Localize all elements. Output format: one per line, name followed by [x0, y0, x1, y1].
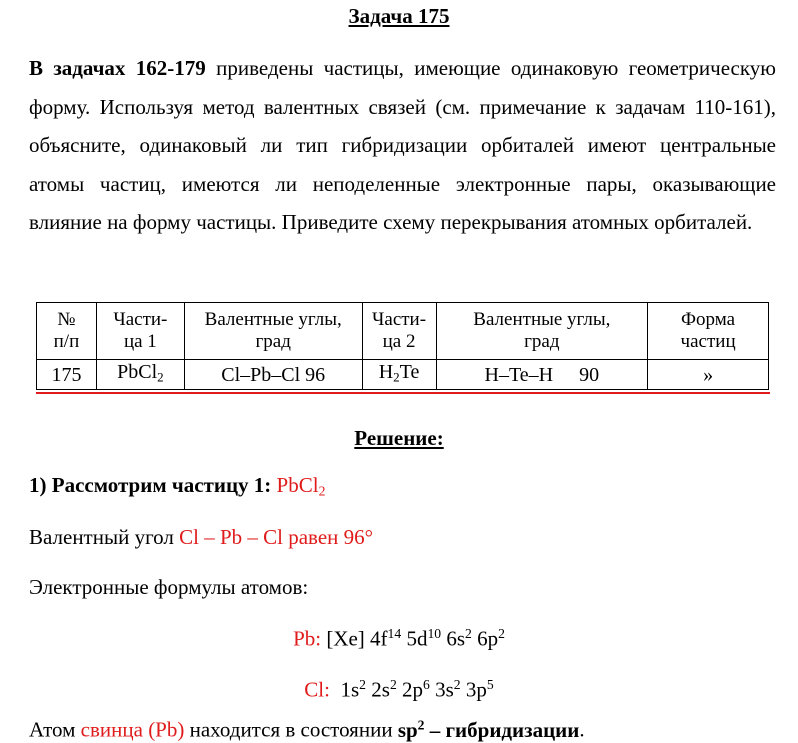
cell-form: »	[648, 360, 769, 390]
cl-formula: Cl: $1s^2$ $2s^2$ $2p^6$ $3s^2$ $3p^5$	[304, 677, 494, 702]
data-table	[36, 302, 769, 390]
pb-formula: Pb: [Xe] $4f^{14}$ $5d^{10}$ $6s^2$ $6p^2$	[293, 626, 505, 651]
problem-statement	[29, 49, 776, 242]
solution-title: Решение:	[354, 426, 444, 450]
header-form: Форма частиц	[648, 303, 769, 360]
formulas-title: Электронные формулы атомов:	[29, 575, 309, 599]
cell-angle-2: H–Te–H 90	[436, 360, 648, 390]
header-particle-2: Части- ца 2	[362, 303, 436, 360]
header-particle-1: Части- ца 1	[96, 303, 184, 360]
problem-lead: В задачах 162-179	[29, 56, 206, 80]
header-angle-1: Валентные углы, град	[184, 303, 362, 360]
hybridization-line: Атом свинца (Pb) находится в состоянии $sp^2$ – гибридизации.	[29, 717, 585, 742]
red-underline	[36, 392, 770, 394]
header-angle-2: Валентные углы, град	[436, 303, 648, 360]
step-1-particle: PbCl$_2$	[276, 473, 326, 499]
angle-line: Валентный угол Cl – Pb – Cl равен 96°	[29, 525, 374, 549]
table-header-row	[37, 303, 769, 360]
cell-num: 175	[37, 360, 97, 390]
page-title: Задача 175	[348, 4, 450, 28]
cell-particle-1: PbCl$_2$	[96, 360, 184, 390]
cell-angle-1: Cl–Pb–Cl 96	[184, 360, 362, 390]
header-num: № п/п	[37, 303, 97, 360]
cell-particle-2: $H_2Te$	[362, 360, 436, 390]
step-1-heading: 1) Рассмотрим частицу 1: PbCl$_2$	[29, 473, 326, 499]
problem-text: приведены частицы, имеющие одинаковую геометрическую форму. Используя метод валентных связей (см. примечание к задачам 110-161), объясните, одинаковый ли тип гибридизации орбиталей имеют центральные атомы частиц, имеются ли неподеленные электронные пары, оказывающие влияние на форму частицы. Приведите схему перекрывания атомных орбиталей.	[29, 56, 776, 234]
table-row	[37, 360, 769, 390]
